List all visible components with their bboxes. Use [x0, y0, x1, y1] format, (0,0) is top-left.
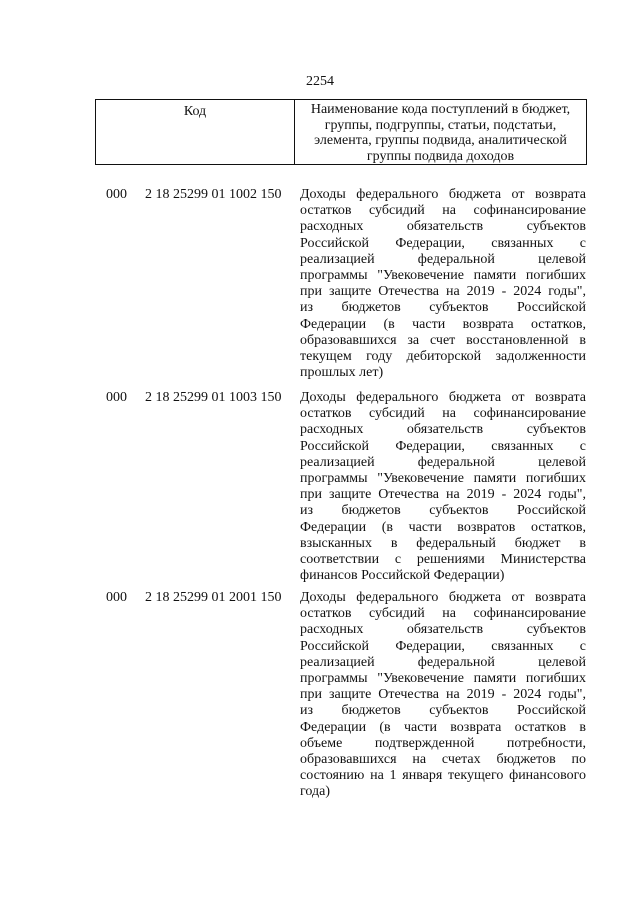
description-line: остатков субсидий на софинансирование: [300, 203, 586, 219]
description-line: при защите Отечества на 2019 - 2024 годы",: [300, 284, 586, 300]
administrator-code: 000: [106, 390, 127, 405]
revenue-description: [300, 390, 586, 584]
header-code-column: Код: [96, 100, 295, 164]
description-line: образовавшихся на счетах бюджетов по: [300, 752, 586, 768]
description-line: соответствии с решениями Министерства: [300, 552, 586, 568]
description-line: расходных обязательств субъектов: [300, 219, 586, 235]
description-line: программы "Увековечение памяти погибших: [300, 268, 586, 284]
description-line: Доходы федерального бюджета от возврата: [300, 590, 586, 605]
description-line: объеме подтвержденной потребности,: [300, 735, 586, 751]
administrator-code: 000: [106, 590, 127, 605]
revenue-code: 2 18 25299 01 2001 150: [145, 590, 282, 605]
description-line: образовавшихся за счет восстановленной в: [300, 332, 586, 348]
description-line: расходных обязательств субъектов: [300, 422, 586, 438]
description-line: Доходы федерального бюджета от возврата: [300, 187, 586, 202]
description-line: реализацией федеральной целевой: [300, 454, 586, 470]
description-line: из бюджетов субъектов Российской: [300, 703, 586, 719]
description-line: года): [300, 784, 330, 800]
page-number: 2254: [306, 74, 334, 89]
description-line: программы "Увековечение памяти погибших: [300, 671, 586, 687]
description-line: программы "Увековечение памяти погибших: [300, 471, 586, 487]
description-line: Российской Федерации, связанных с: [300, 235, 586, 251]
header-name-line: элемента, группы подвида, аналитической: [314, 133, 567, 149]
description-line: расходных обязательств субъектов: [300, 622, 586, 638]
table-header: [95, 99, 587, 165]
description-line: при защите Отечества на 2019 - 2024 годы",: [300, 687, 586, 703]
administrator-code: 000: [106, 187, 127, 202]
header-name-line: Наименование кода поступлений в бюджет,: [310, 102, 571, 117]
description-line: Российской Федерации, связанных с: [300, 638, 586, 654]
description-line: Федерации (в части возврата остатков в: [300, 719, 586, 735]
description-line: при защите Отечества на 2019 - 2024 годы",: [300, 487, 586, 503]
description-line: прошлых лет): [300, 365, 384, 381]
header-name-line: группы, подгруппы, статьи, подстатьи,: [324, 117, 557, 133]
description-line: Доходы федерального бюджета от возврата: [300, 390, 586, 405]
description-line: текущем году дебиторской задолженности: [300, 349, 586, 365]
description-line: остатков субсидий на софинансирование: [300, 606, 586, 622]
description-line: состоянию на 1 января текущего финансового: [300, 768, 586, 784]
description-line: Российской Федерации, связанных с: [300, 438, 586, 454]
revenue-description: [300, 187, 586, 381]
description-line: реализацией федеральной целевой: [300, 654, 586, 670]
description-line: из бюджетов субъектов Российской: [300, 300, 586, 316]
description-line: реализацией федеральной целевой: [300, 251, 586, 267]
revenue-code: 2 18 25299 01 1002 150: [145, 187, 282, 202]
description-line: Федерации (в части возвратов остатков,: [300, 519, 586, 535]
description-line: финансов Российской Федерации): [300, 568, 505, 584]
header-name-line: группы подвида доходов: [366, 148, 515, 164]
description-line: Федерации (в части возврата остатков,: [300, 316, 586, 332]
description-line: из бюджетов субъектов Российской: [300, 503, 586, 519]
header-name-column: [295, 100, 586, 164]
description-line: взысканных в федеральный бюджет в: [300, 535, 586, 551]
revenue-code: 2 18 25299 01 1003 150: [145, 390, 282, 405]
description-line: остатков субсидий на софинансирование: [300, 406, 586, 422]
revenue-description: [300, 590, 586, 801]
